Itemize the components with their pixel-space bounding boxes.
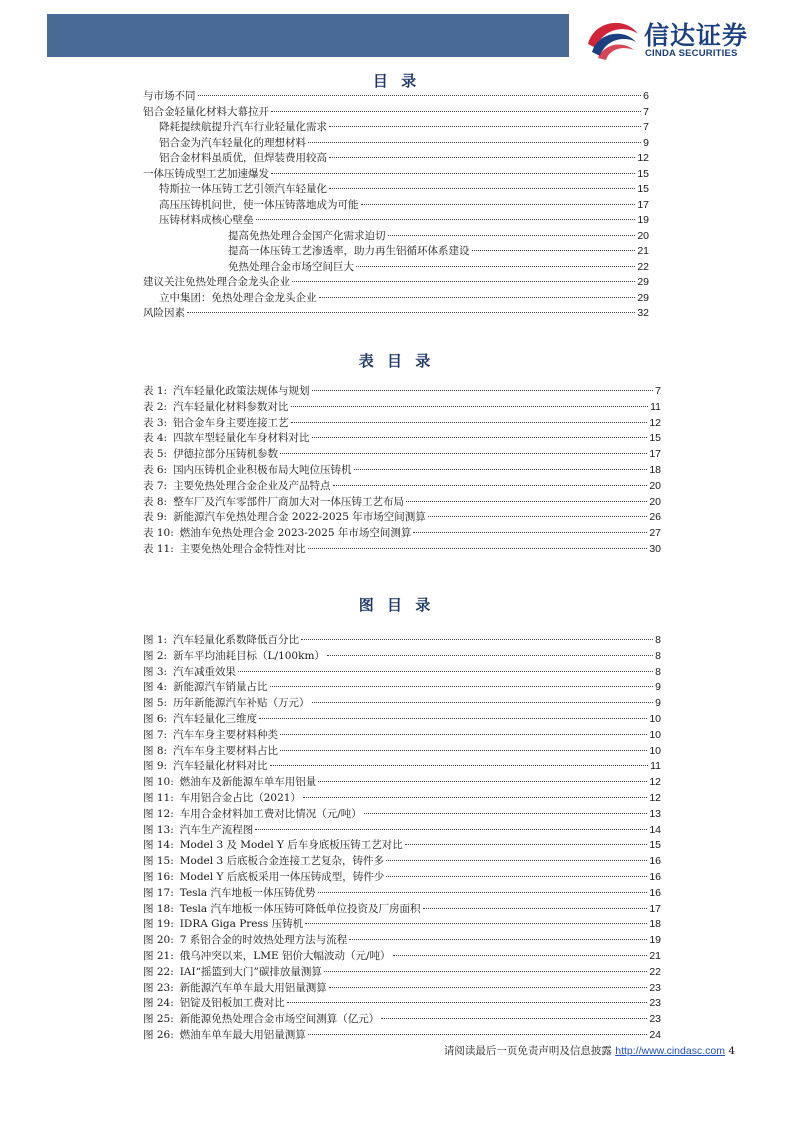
page-footer [444, 1043, 735, 1058]
figures-entry-title: Model 3 及 Model Y 后车身底板压铸工艺对比 [179, 839, 403, 852]
dot-leader [305, 923, 647, 924]
tables-entry-number: 表 11: [143, 542, 174, 555]
figures-entry-page: 19 [649, 934, 661, 947]
tables-entry[interactable] [143, 416, 661, 432]
tables-entry-number: 表 5: [143, 448, 168, 461]
dot-leader [312, 390, 654, 391]
figures-entry-page: 13 [649, 807, 661, 820]
website-link[interactable]: http://www.cindasc.com [615, 1045, 725, 1057]
toc-entry-page: 20 [637, 229, 649, 242]
figures-entry-title: IAI“摇篮到大门”碳排放量测算 [179, 965, 322, 978]
tables-list [143, 384, 661, 558]
tables-entry-number: 表 1: [143, 385, 168, 397]
tables-entry-title: 国内压铸机企业积极布局大吨位压铸机 [173, 463, 352, 476]
figures-entry[interactable] [143, 933, 661, 949]
figures-entry[interactable] [143, 870, 661, 886]
toc-entry[interactable] [143, 198, 649, 214]
figures-entry-page: 22 [649, 965, 661, 978]
dot-leader [318, 781, 647, 782]
toc-entry-label: 铝合金为汽车轻量化的理想材料 [159, 136, 306, 149]
tables-entry-number: 表 2: [143, 400, 168, 413]
tables-entry[interactable] [143, 447, 661, 463]
dot-leader [292, 281, 635, 282]
figures-entry-page: 18 [649, 918, 661, 931]
figures-entry-number: 图 14: [143, 839, 174, 852]
tables-entry-page: 17 [649, 448, 661, 461]
toc-entry[interactable] [143, 182, 649, 198]
toc-entry-label: 压铸材料成核心壁垒 [159, 214, 254, 226]
figures-entry-number: 图 5: [143, 697, 168, 710]
figures-entry-number: 图 15: [143, 855, 174, 868]
dot-leader [271, 173, 635, 174]
tables-entry-page: 12 [649, 416, 661, 429]
toc-entry[interactable] [143, 89, 649, 105]
figures-entry[interactable] [143, 1012, 661, 1028]
toc-entry-label: 一体压铸成型工艺加速爆发 [143, 167, 269, 180]
tables-entry[interactable] [143, 384, 661, 400]
dot-leader [255, 829, 647, 830]
dot-leader [423, 908, 648, 909]
figures-entry-page: 16 [649, 886, 661, 899]
dot-leader [312, 437, 648, 438]
dot-leader [259, 718, 647, 719]
dot-leader [406, 501, 647, 502]
dot-leader [308, 1034, 648, 1035]
figures-entry-title: Tesla 汽车地板一体压铸优势 [179, 886, 316, 899]
dot-leader [329, 987, 648, 988]
figures-entry-page: 10 [649, 744, 661, 757]
dot-leader [333, 485, 648, 486]
dot-leader [428, 516, 648, 517]
dot-leader [324, 971, 647, 972]
toc-entry[interactable] [143, 306, 649, 322]
toc-entry-page: 9 [643, 136, 649, 149]
figures-entry[interactable] [143, 981, 661, 997]
figures-entry[interactable] [143, 744, 661, 760]
contents-list [143, 89, 649, 322]
toc-entry[interactable] [143, 105, 649, 121]
dot-leader [287, 1002, 648, 1003]
tables-entry-title: 铝合金车身主要连接工艺 [173, 416, 289, 429]
figures-entry-page: 16 [649, 855, 661, 868]
toc-entry-page: 15 [637, 183, 649, 195]
figures-entry-number: 图 12: [143, 807, 174, 820]
logo-chinese-text: 信达证券 [644, 21, 749, 50]
dot-leader [356, 266, 635, 267]
figures-entry-number: 图 21: [143, 949, 174, 962]
figures-entry-number: 图 7: [143, 728, 168, 741]
figures-entry-title: 汽车车身主要材料种类 [173, 728, 279, 741]
figures-entry-number: 图 9: [143, 760, 168, 773]
figures-entry[interactable] [143, 838, 661, 854]
figures-entry-title: 车用铝合金占比（2021） [179, 791, 301, 804]
figures-entry-page: 8 [655, 634, 661, 646]
figures-entry-number: 图 6: [143, 712, 168, 725]
toc-entry[interactable] [143, 136, 649, 152]
figures-entry[interactable] [143, 649, 661, 665]
toc-entry-page: 29 [637, 291, 649, 304]
figures-list [143, 633, 661, 1044]
tables-entry-title: 主要免热处理合金企业及产品特点 [173, 479, 331, 492]
figures-entry-title: 铝锭及铝板加工费对比 [179, 997, 285, 1010]
figures-entry[interactable] [143, 759, 661, 775]
figures-entry-page: 9 [655, 697, 661, 710]
dot-leader [327, 655, 653, 656]
tables-entry-number: 表 4: [143, 432, 168, 445]
figures-entry-page: 9 [655, 681, 661, 694]
logo-english-text: CINDA SECURITIES [645, 48, 738, 59]
tables-entry[interactable] [143, 431, 661, 447]
figures-entry-page: 15 [649, 839, 661, 852]
dot-leader [329, 188, 635, 189]
figures-entry-title: 新能源免热处理合金市场空间测算（亿元） [179, 1013, 380, 1026]
toc-entry[interactable] [143, 275, 649, 291]
figures-entry-page: 23 [649, 1013, 661, 1026]
toc-entry-label: 特斯拉一体压铸工艺引领汽车轻量化 [159, 183, 327, 195]
figures-entry-title: 汽车生产流程图 [179, 823, 254, 836]
toc-entry-label: 风险因素 [143, 307, 185, 319]
dot-leader [381, 1018, 647, 1019]
tables-entry-title: 四款车型轻量化车身材料对比 [173, 432, 310, 445]
figures-entry[interactable] [143, 917, 661, 933]
figures-entry-title: 7 系铝合金的时效热处理方法与流程 [179, 934, 348, 947]
tables-entry-page: 20 [649, 479, 661, 492]
figures-entry-page: 8 [655, 649, 661, 662]
figures-entry-page: 21 [649, 949, 661, 962]
figures-entry-page: 12 [649, 776, 661, 789]
dot-leader [319, 297, 636, 298]
cinda-logo-icon [584, 14, 642, 60]
toc-entry-page: 17 [637, 198, 649, 211]
toc-entry-page: 15 [637, 167, 649, 180]
figures-entry-title: Tesla 汽车地板一体压铸可降低单位投资及厂房面积 [179, 902, 421, 915]
dot-leader [349, 939, 647, 940]
tables-entry[interactable] [143, 463, 661, 479]
figures-entry[interactable] [143, 712, 661, 728]
dot-leader [393, 955, 648, 956]
toc-entry[interactable] [143, 260, 649, 276]
figures-entry[interactable] [143, 807, 661, 823]
figures-entry-title: 燃油车单车最大用铝量测算 [179, 1028, 306, 1041]
figures-entry-page: 14 [649, 823, 661, 836]
figures-entry-number: 图 22: [143, 965, 174, 978]
figures-entry-title: 汽车轻量化系数降低百分比 [173, 634, 300, 646]
figures-entry-number: 图 26: [143, 1028, 174, 1041]
tables-entry-title: 燃油车免热处理合金 2023-2025 年市场空间测算 [179, 527, 412, 540]
figures-entry[interactable] [143, 854, 661, 870]
dot-leader [270, 686, 654, 687]
toc-entry-label: 与市场不同 [143, 90, 196, 102]
dot-leader [318, 892, 648, 893]
dot-leader [472, 250, 636, 251]
figures-entry-number: 图 13: [143, 823, 174, 836]
figures-entry[interactable] [143, 965, 661, 981]
toc-entry-page: 19 [637, 214, 649, 226]
dot-leader [364, 813, 648, 814]
dot-leader [308, 548, 648, 549]
toc-entry[interactable] [143, 151, 649, 167]
figures-entry-title: 俄乌冲突以来，LME 铝价大幅波动（元/吨） [179, 949, 391, 962]
figures-entry-number: 图 18: [143, 902, 174, 915]
dot-leader [256, 219, 636, 220]
figures-entry-title: 历年新能源汽车补贴（万元） [173, 697, 310, 710]
toc-entry-label: 高压压铸机问世，使一体压铸落地成为可能 [159, 198, 359, 211]
toc-entry[interactable] [143, 167, 649, 183]
tables-entry-title: 主要免热处理合金特性对比 [179, 542, 306, 555]
toc-entry-label: 建议关注免热处理合金龙头企业 [143, 276, 290, 288]
dot-leader [405, 844, 648, 845]
toc-entry-page: 32 [637, 307, 649, 319]
dot-leader [413, 532, 647, 533]
tables-entry-page: 18 [649, 463, 661, 476]
header-bar [47, 14, 569, 57]
figures-entry-title: 汽车减重效果 [173, 665, 237, 678]
page-number: 4 [728, 1045, 735, 1057]
tables-entry-page: 11 [650, 400, 661, 413]
toc-entry-page: 6 [643, 90, 649, 102]
tables-entry-page: 27 [649, 527, 661, 540]
figures-entry-title: 新车平均油耗目标（L/100km） [173, 649, 325, 662]
figures-entry-page: 10 [649, 712, 661, 725]
figures-entry[interactable] [143, 696, 661, 712]
tables-entry[interactable] [143, 542, 661, 558]
figures-entry-title: 新能源汽车销量占比 [173, 681, 268, 694]
toc-entry-label: 降耗提续航提升汽车行业轻量化需求 [159, 121, 327, 133]
figures-entry[interactable] [143, 775, 661, 791]
dot-leader [187, 312, 635, 313]
figures-entry-title: 车用合金材料加工费对比情况（元/吨） [179, 807, 362, 820]
tables-entry-page: 30 [649, 542, 661, 555]
figures-entry-title: 汽车车身主要材料占比 [173, 744, 279, 757]
dot-leader [270, 765, 649, 766]
toc-entry-label: 铝合金轻量化材料大幕拉开 [143, 105, 269, 118]
figures-entry-page: 17 [649, 902, 661, 915]
tables-entry-number: 表 3: [143, 416, 168, 429]
tables-entry-title: 汽车轻量化政策法规体与规划 [173, 385, 310, 397]
tables-entry-page: 7 [655, 385, 661, 397]
figures-entry[interactable] [143, 680, 661, 696]
figures-entry[interactable] [143, 791, 661, 807]
figures-entry-page: 8 [655, 665, 661, 678]
tables-entry-number: 表 7: [143, 479, 168, 492]
tables-entry[interactable] [143, 526, 661, 542]
dot-leader [386, 876, 647, 877]
toc-entry-page: 22 [637, 260, 649, 273]
figures-entry-title: Model Y 后底板采用一体压铸成型，铸件少 [179, 870, 385, 883]
tables-entry-number: 表 10: [143, 527, 174, 540]
toc-entry-page: 7 [643, 121, 649, 133]
figures-entry[interactable] [143, 633, 661, 649]
toc-entry[interactable] [143, 120, 649, 136]
dot-leader [329, 126, 641, 127]
figures-entry-number: 图 8: [143, 744, 168, 757]
figures-entry[interactable] [143, 996, 661, 1012]
toc-entry[interactable] [143, 244, 649, 260]
tables-entry[interactable] [143, 400, 661, 416]
figures-entry-number: 图 23: [143, 981, 174, 994]
tables-entry-page: 20 [649, 495, 661, 508]
figures-entry-title: 新能源汽车单车最大用铝量测算 [179, 981, 327, 994]
dot-leader [329, 157, 635, 158]
tables-entry-page: 26 [649, 511, 661, 524]
toc-entry[interactable] [143, 229, 649, 245]
figures-entry-number: 图 20: [143, 934, 174, 947]
dot-leader [301, 639, 653, 640]
toc-entry-label: 免热处理合金市场空间巨大 [228, 260, 354, 273]
toc-entry-label: 立中集团：免热处理合金龙头企业 [159, 291, 317, 304]
dot-leader [280, 750, 647, 751]
toc-entry-page: 21 [637, 245, 649, 257]
figures-entry-page: 23 [649, 981, 661, 994]
tables-entry[interactable] [143, 495, 661, 511]
figures-entry-page: 12 [649, 791, 661, 804]
toc-entry-page: 12 [637, 152, 649, 164]
dot-leader [198, 95, 642, 96]
dot-leader [312, 702, 654, 703]
tables-entry-page: 15 [649, 432, 661, 445]
tables-entry-number: 表 8: [143, 495, 168, 508]
figures-entry-number: 图 16: [143, 870, 174, 883]
contents-title: 目 录 [372, 72, 421, 90]
dot-leader [354, 469, 648, 470]
figures-title: 图 目 录 [358, 596, 435, 614]
figures-entry-page: 24 [649, 1028, 661, 1041]
dot-leader [303, 797, 647, 798]
dot-leader [238, 671, 653, 672]
figures-entry-title: IDRA Giga Press 压铸机 [179, 918, 304, 931]
figures-entry-title: Model 3 后底板合金连接工艺复杂，铸件多 [179, 855, 384, 868]
tables-entry-title: 新能源汽车免热处理合金 2022-2025 年市场空间测算 [173, 511, 426, 524]
figures-entry[interactable] [143, 1028, 661, 1044]
dot-leader [361, 204, 636, 205]
figures-entry-title: 燃油车及新能源车单车用铝量 [179, 776, 317, 789]
tables-entry[interactable] [143, 479, 661, 495]
figures-entry-page: 11 [650, 760, 661, 773]
dot-leader [388, 235, 636, 236]
figures-entry-number: 图 10: [143, 776, 174, 789]
figures-entry[interactable] [143, 949, 661, 965]
dot-leader [280, 734, 647, 735]
dot-leader [386, 860, 647, 861]
figures-entry-page: 10 [649, 728, 661, 741]
tables-entry-number: 表 6: [143, 463, 168, 476]
figures-entry-number: 图 25: [143, 1013, 174, 1026]
tables-entry-title: 整车厂及汽车零部件厂商加大对一体压铸工艺布局 [173, 495, 405, 508]
figures-entry-number: 图 19: [143, 918, 174, 931]
figures-entry-number: 图 17: [143, 886, 174, 899]
tables-entry-title: 汽车轻量化材料参数对比 [173, 400, 289, 413]
toc-entry-label: 提高免热处理合金国产化需求迫切 [228, 229, 386, 242]
figures-entry-title: 汽车轻量化三维度 [173, 712, 258, 725]
figures-entry-number: 图 4: [143, 681, 168, 694]
figures-entry[interactable] [143, 665, 661, 681]
toc-entry-label: 铝合金材料虽质优，但焊装费用较高 [159, 152, 327, 164]
dot-leader [291, 422, 648, 423]
toc-entry-label: 提高一体压铸工艺渗透率，助力再生铝循环体系建设 [228, 245, 470, 257]
tables-entry-title: 伊德拉部分压铸机参数 [173, 448, 279, 461]
tables-entry-number: 表 9: [143, 511, 168, 524]
toc-entry-page: 29 [637, 276, 649, 288]
figures-entry-title: 汽车轻量化材料对比 [173, 760, 268, 773]
toc-entry-page: 7 [643, 105, 649, 118]
figures-entry-number: 图 11: [143, 791, 174, 804]
figures-entry-number: 图 2: [143, 649, 168, 662]
toc-entry[interactable] [143, 291, 649, 307]
figures-entry-number: 图 1: [143, 634, 168, 646]
figures-entry[interactable] [143, 728, 661, 744]
toc-entry[interactable] [143, 213, 649, 229]
figures-entry-page: 23 [649, 997, 661, 1010]
tables-entry[interactable] [143, 510, 661, 526]
dot-leader [271, 111, 641, 112]
figures-entry[interactable] [143, 823, 661, 839]
dot-leader [280, 453, 647, 454]
dot-leader [308, 142, 641, 143]
figures-entry-number: 图 24: [143, 997, 174, 1010]
figures-entry[interactable] [143, 902, 661, 918]
disclaimer-text: 请阅读最后一页免责声明及信息披露 [443, 1045, 612, 1057]
dot-leader [291, 406, 649, 407]
brand-logo [584, 14, 774, 62]
tables-title: 表 目 录 [358, 352, 435, 370]
figures-entry-page: 16 [649, 870, 661, 883]
figures-entry[interactable] [143, 886, 661, 902]
figures-entry-number: 图 3: [143, 665, 168, 678]
